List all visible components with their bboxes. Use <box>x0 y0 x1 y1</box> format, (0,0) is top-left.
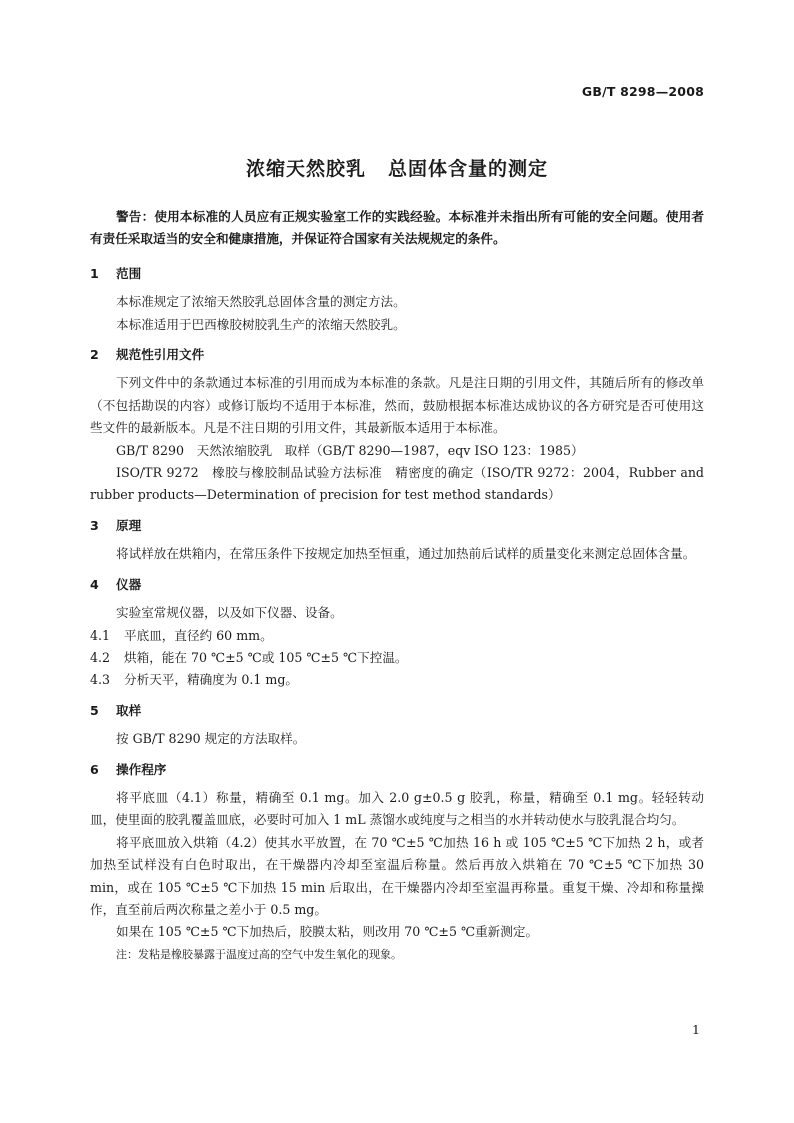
item-text: 分析天平，精确度为 0.1 mg。 <box>124 672 298 688</box>
section-number: 3 <box>90 517 99 533</box>
item-text: 烘箱，能在 70 ℃±5 ℃或 105 ℃±5 ℃下控温。 <box>124 649 408 665</box>
section-heading-procedure <box>90 759 704 781</box>
list-item <box>90 647 704 669</box>
reference-item: ISO/TR 9272 橡胶与橡胶制品试验方法标准 精密度的确定（ISO/TR 9272：2004，Rubber and rubber products—Determination of precision for test method standards） <box>90 465 704 503</box>
section-title: 操作程序 <box>116 761 167 777</box>
paragraph: 本标准适用于巴西橡胶树胶乳生产的浓缩天然胶乳。 <box>116 316 406 332</box>
section-number: 2 <box>90 347 99 363</box>
section-number: 6 <box>90 761 99 777</box>
warning-paragraph: 警告：使用本标准的人员应有正规实验室工作的实践经验。本标准并未指出所有可能的安全问题。使用者有责任采取适当的安全和健康措施，并保证符合国家有关法规规定的条件。 <box>90 209 704 247</box>
note: 注：发粘是橡胶暴露于温度过高的空气中发生氧化的现象。 <box>116 947 402 961</box>
item-number: 4.2 <box>90 649 111 665</box>
list-item <box>90 625 704 647</box>
title-part-1: 浓缩天然胶乳 <box>245 158 366 180</box>
item-number: 4.1 <box>90 627 111 643</box>
section-number: 4 <box>90 576 99 592</box>
page-number: 1 <box>692 1022 700 1037</box>
standard-code: GB/T 8298—2008 <box>581 84 704 99</box>
paragraph: 将试样放在烘箱内，在常压条件下按规定加热至恒重，通过加热前后试样的质量变化来测定总固体含量。 <box>116 546 696 562</box>
section-title: 取样 <box>116 702 142 718</box>
section-heading-sampling <box>90 700 704 722</box>
section-number: 5 <box>90 702 99 718</box>
paragraph: 实验室常规仪器，以及如下仪器、设备。 <box>116 605 343 621</box>
section-heading-apparatus <box>90 574 704 596</box>
section-heading-scope <box>90 263 704 285</box>
document-body <box>90 206 704 964</box>
paragraph: 本标准规定了浓缩天然胶乳总固体含量的测定方法。 <box>116 294 406 310</box>
item-number: 4.3 <box>90 672 111 688</box>
section-title: 原理 <box>116 517 142 533</box>
paragraph: 如果在 105 ℃±5 ℃下加热后，胶膜太粘，则改用 70 ℃±5 ℃重新测定。 <box>116 924 539 940</box>
paragraph: 将平底皿放入烘箱（4.2）使其水平放置，在 70 ℃±5 ℃加热 16 h 或 105 ℃±5 ℃下加热 2 h，或者加热至试样没有白色时取出，在干燥器内冷却至室温后称量。然后再放入烘箱在 70 ℃±5 ℃下加热 30 min，或在 105 ℃±5 ℃下加热 15 min 后取出，在干燥器内冷却至室温再称量。重复干燥、冷却和称量操作，直至前后两次称量之差小于 0.5 mg。 <box>90 834 704 917</box>
section-title: 规范性引用文件 <box>116 347 205 363</box>
section-heading-principle <box>90 515 704 537</box>
title-part-2: 总固体含量的测定 <box>388 158 549 180</box>
list-item <box>90 669 704 691</box>
section-title: 仪器 <box>116 576 142 592</box>
paragraph: 下列文件中的条款通过本标准的引用而成为本标准的条款。凡是注日期的引用文件，其随后所有的修改单（不包括勘误的内容）或修订版均不适用于本标准，然而，鼓励根据本标准达成协议的各方研究是否可使用这些文件的最新版本。凡是不注日期的引用文件，其最新版本适用于本标准。 <box>90 375 704 436</box>
item-text: 平底皿，直径约 60 mm。 <box>124 627 273 643</box>
document-title <box>0 154 794 181</box>
section-number: 1 <box>90 265 99 281</box>
section-title: 范围 <box>116 265 142 281</box>
paragraph: 将平底皿（4.1）称量，精确至 0.1 mg。加入 2.0 g±0.5 g 胶乳，称量，精确至 0.1 mg。轻轻转动皿，使里面的胶乳覆盖皿底，必要时可加入 1 mL 蒸馏水或纯度与之相当的水并转动使水与胶乳混合均匀。 <box>90 789 704 828</box>
section-heading-normative-references <box>90 344 704 366</box>
paragraph: 按 GB/T 8290 规定的方法取样。 <box>116 731 306 747</box>
reference-item: GB/T 8290 天然浓缩胶乳 取样（GB/T 8290—1987，eqv ISO 123：1985） <box>116 442 584 458</box>
